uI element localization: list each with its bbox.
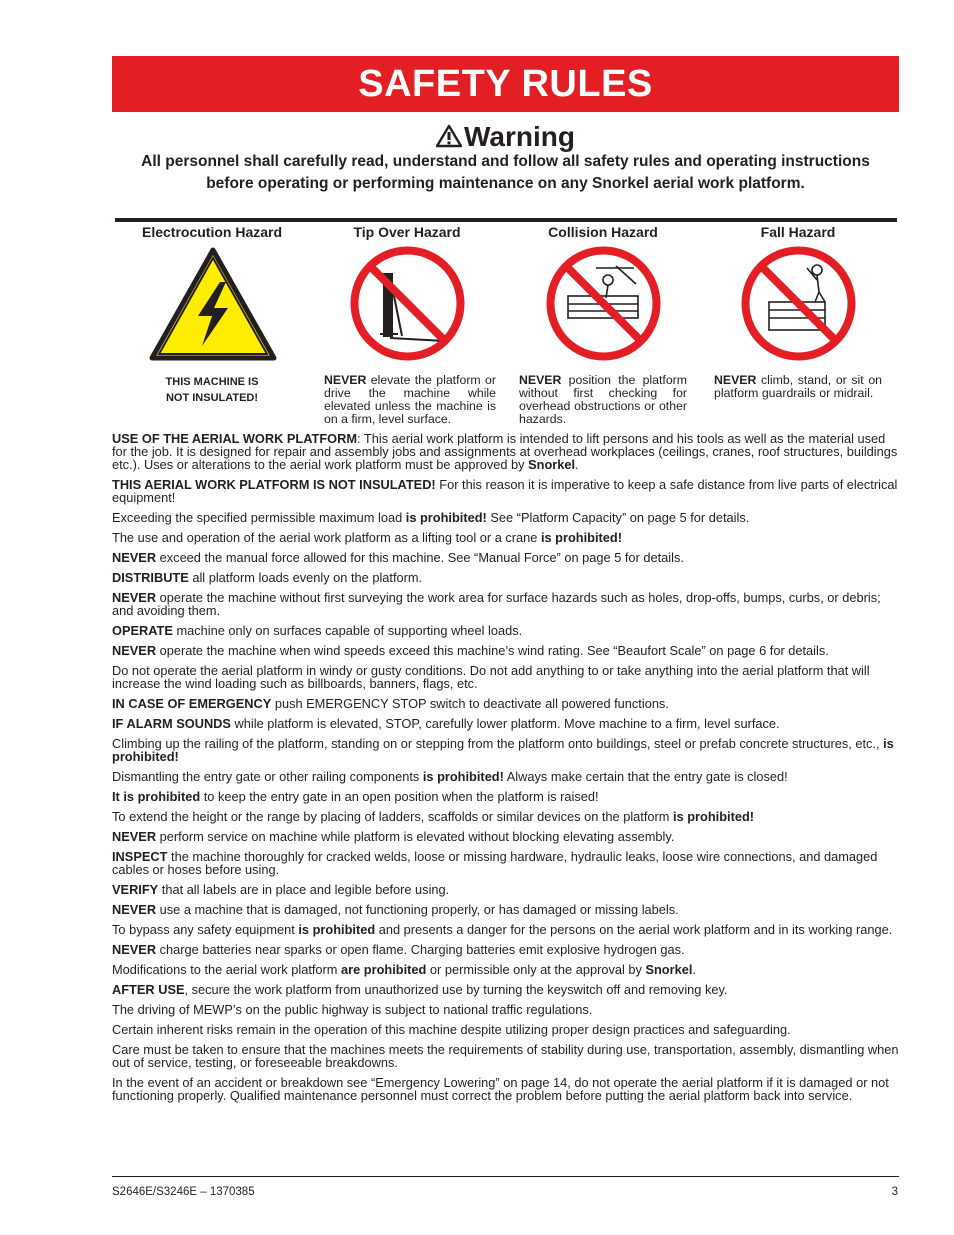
rule-paragraph: INSPECT the machine thoroughly for cracked welds, loose or missing hardware, hydraulic leaks, loose wire connections, and damaged cables or hoses before using.	[112, 849, 878, 877]
hazard-description: NEVER elevate the platform or drive the machine while elevated unless the machine is on a firm, level surface.	[324, 373, 496, 426]
tip-over-prohibited-icon	[350, 246, 465, 361]
rule-paragraph: Dismantling the entry gate or other railing components is prohibited! Always make certain that the entry gate is closed!	[112, 769, 788, 784]
rule-paragraph: In the event of an accident or breakdown see “Emergency Lowering” on page 14, do not operate the aerial platform if it is damaged or not functioning properly. Qualified maintenance personnel must correct the problem before putting the aerial platform back into service.	[112, 1075, 889, 1103]
rule-paragraph: Do not operate the aerial platform in windy or gusty conditions. Do not add anything to or take anything into the aerial platform that will increase the wind loading such as billboards, banners, flags, etc.	[112, 663, 870, 691]
hazard-tipover	[307, 224, 507, 426]
rule-paragraph: Modifications to the aerial work platform are prohibited or permissible only at the approval by Snorkel.	[112, 962, 696, 977]
rules-body	[112, 432, 899, 1109]
section-divider	[115, 218, 897, 222]
rule-paragraph: IF ALARM SOUNDS while platform is elevated, STOP, carefully lower platform. Move machine to a firm, level surface.	[112, 716, 780, 731]
warning-triangle-icon	[436, 124, 462, 148]
rule-paragraph: NEVER use a machine that is damaged, not functioning properly, or has damaged or missing labels.	[112, 902, 679, 917]
rule-paragraph: NEVER exceed the manual force allowed for this machine. See “Manual Force” on page 5 for details.	[112, 550, 684, 565]
page-number: 3	[891, 1186, 898, 1198]
hazard-collision	[503, 224, 703, 426]
rule-paragraph: IN CASE OF EMERGENCY push EMERGENCY STOP switch to deactivate all powered functions.	[112, 696, 669, 711]
rule-paragraph: AFTER USE, secure the work platform from unauthorized use by turning the keyswitch off and removing key.	[112, 982, 728, 997]
hazard-description: NEVER climb, stand, or sit on platform guardrails or midrail.	[714, 373, 882, 400]
fall-prohibited-icon	[741, 246, 856, 361]
rule-paragraph: The use and operation of the aerial work platform as a lifting tool or a crane is prohibited!	[112, 530, 622, 545]
hazard-title: Collision Hazard	[548, 224, 658, 240]
rule-paragraph: NEVER charge batteries near sparks or open flame. Charging batteries emit explosive hydrogen gas.	[112, 942, 685, 957]
rule-paragraph: OPERATE machine only on surfaces capable of supporting wheel loads.	[112, 623, 523, 638]
hazard-panel	[112, 224, 899, 430]
hazard-title: Tip Over Hazard	[353, 224, 461, 240]
hazard-description: NEVER position the platform without first checking for overhead obstructions or other hazards.	[519, 373, 687, 426]
hazard-electrocution	[112, 224, 312, 404]
rule-paragraph: Climbing up the railing of the platform, standing on or stepping from the platform onto buildings, steel or prefab concrete structures, etc., is prohibited!	[112, 736, 894, 764]
rule-paragraph: USE OF THE AERIAL WORK PLATFORM: This aerial work platform is intended to lift persons and his tools as well as the material used for the job. It is designed for repair and assembly jobs and assignments at overhead workplaces (ceilings, cranes, roof structures, buildings etc.). Uses or alterations to the aerial work platform must be approved by Snorkel.	[112, 431, 898, 472]
hazard-title: Fall Hazard	[760, 224, 836, 240]
not-insulated-note: THIS MACHINE IS NOT INSULATED!	[165, 376, 259, 404]
rule-paragraph: DISTRIBUTE all platform loads evenly on the platform.	[112, 570, 423, 585]
rule-paragraph: Certain inherent risks remain in the operation of this machine despite utilizing proper design practices and safeguarding.	[112, 1022, 791, 1037]
page-title: SAFETY RULES	[358, 62, 653, 105]
rule-paragraph: To bypass any safety equipment is prohibited and presents a danger for the persons on the aerial work platform and in its working range.	[112, 922, 893, 937]
rule-paragraph: It is prohibited to keep the entry gate in an open position when the platform is raised!	[112, 789, 599, 804]
high-voltage-icon	[148, 246, 278, 364]
rule-paragraph: NEVER perform service on machine while platform is elevated without blocking elevating assembly.	[112, 829, 675, 844]
rule-paragraph: VERIFY that all labels are in place and legible before using.	[112, 882, 450, 897]
rule-paragraph: NEVER operate the machine when wind speeds exceed this machine’s wind rating. See “Beaufort Scale” on page 6 for details.	[112, 643, 829, 658]
hazard-fall	[698, 224, 898, 400]
rule-paragraph: To extend the height or the range by placing of ladders, scaffolds or similar devices on the platform is prohibited!	[112, 809, 755, 824]
rule-paragraph: THIS AERIAL WORK PLATFORM IS NOT INSULATED! For this reason it is imperative to keep a safe distance from live parts of electrical equipment!	[112, 477, 898, 505]
warning-heading: Warning	[112, 121, 899, 153]
hazard-title: Electrocution Hazard	[141, 224, 283, 240]
collision-prohibited-icon	[546, 246, 661, 361]
rule-paragraph: NEVER operate the machine without first surveying the work area for surface hazards such as holes, drop-offs, bumps, curbs, or debris; and avoiding them.	[112, 590, 881, 618]
rule-paragraph: Care must be taken to ensure that the machines meets the requirements of stability during use, transportation, assembly, dismantling when out of service, testing, or foreseeable breakdowns.	[112, 1042, 899, 1070]
rule-paragraph: Exceeding the specified permissible maximum load is prohibited! See “Platform Capacity” on page 5 for details.	[112, 510, 750, 525]
footer-divider	[112, 1176, 899, 1177]
document-id: S2646E/S3246E – 1370385	[112, 1186, 255, 1198]
rule-paragraph: The driving of MEWP’s on the public highway is subject to national traffic regulations.	[112, 1002, 593, 1017]
warning-intro: All personnel shall carefully read, understand and follow all safety rules and operating instructions before operating or performing maintenance on any Snorkel aerial work platform.	[141, 153, 870, 192]
title-banner	[112, 56, 899, 112]
